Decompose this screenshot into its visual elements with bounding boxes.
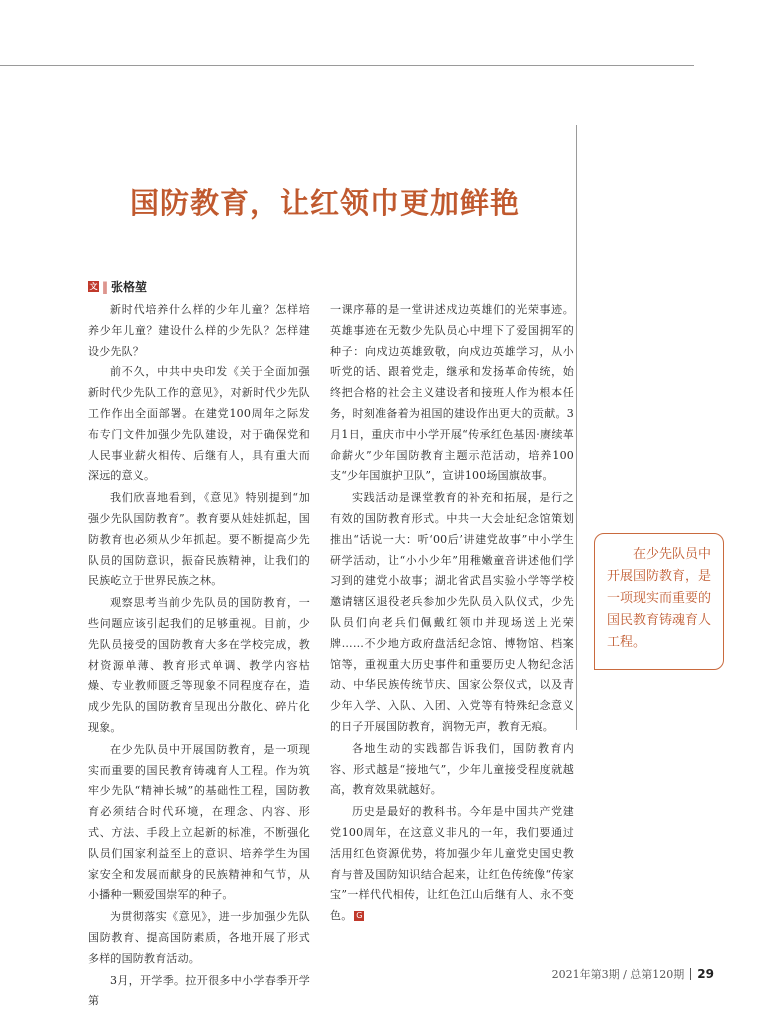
paragraph: 新时代培养什么样的少年儿童？怎样培养少年儿童？建设什么样的少先队？怎样建设少先队？ (88, 300, 310, 362)
pull-quote: 在少先队员中开展国防教育，是一项现实而重要的国民教育铸魂育人工程。 (594, 533, 724, 670)
paragraph: 在少先队员中开展国防教育，是一项现实而重要的国民教育铸魂育人工程。作为筑牢少先队“精神长城”的基础性工程，国防教育必须结合时代环境，在理念、内容、形式、方法、手段上立起新的标准，不断强化队员们国家利益至上的意识、培养学生为国家安全和发展而献身的民族精神和气节，从小播种一颗爱国崇军的种子。 (88, 740, 310, 906)
page-footer (552, 966, 714, 982)
byline (88, 278, 147, 295)
footer-divider (690, 968, 691, 980)
right-column (330, 300, 574, 927)
paragraph: 前不久，中共中央印发《关于全面加强新时代少先队工作的意见》，对新时代少先队工作作出全面部署。在建党100周年之际发布专门文件加强少先队建设，对于确保党和人民事业薪火相传、后继有人，具有重大而深远的意义。 (88, 362, 310, 487)
author-mark-icon: 文 (88, 281, 99, 292)
article-title: 国防教育，让红领巾更加鲜艳 (0, 181, 650, 222)
page-number: 29 (697, 967, 714, 981)
paragraph: 3月，开学季。拉开很多中小学春季开学第 (88, 971, 310, 1012)
paragraph-text: 历史是最好的教科书。今年是中国共产党建党100周年，在这意义非凡的一年，我们要通过活用红色资源优势，将加强少年儿童党史国史教育与普及国防知识结合起来，让红色传统像“传家宝”一样代代相传，让红色江山后继有人、永不变色。 (330, 805, 574, 922)
paragraph: 我们欣喜地看到，《意见》特别提到“加强少先队国防教育”。教育要从娃娃抓起，国防教育也必须从少年抓起。要不断提高少先队员的国防意识，振奋民族精神，让我们的民族屹立于世界民族之林。 (88, 488, 310, 592)
paragraph: 观察思考当前少先队员的国防教育，一些问题应该引起我们的足够重视。目前，少先队员接受的国防教育大多在学校完成，教材资源单薄、教育形式单调、教学内容枯燥、专业教师匮乏等现象不同程度存在，造成少先队的国防教育呈现出分散化、碎片化现象。 (88, 593, 310, 739)
author-name: 张格堃 (111, 278, 147, 295)
left-column (88, 300, 310, 1012)
final-paragraph (330, 802, 574, 927)
paragraph: 为贯彻落实《意见》，进一步加强少先队国防教育、提高国防素质，各地开展了形式多样的国防教育活动。 (88, 907, 310, 969)
paragraph: 一课序幕的是一堂讲述戍边英雄们的光荣事迹。英雄事迹在无数少先队员心中埋下了爱国拥军的种子：向戍边英雄致敬，向戍边英雄学习，从小听党的话、跟着党走，继承和发扬革命传统，始终把合格的社会主义建设者和接班人作为根本任务，时刻准备着为祖国的建设作出更大的贡献。3月1日，重庆市中小学开展“传承红色基因·赓续革命薪火”少年国防教育主题示范活动，培养100支“少年国旗护卫队”，宣讲100场国旗故事。 (330, 300, 574, 487)
paragraph: 实践活动是课堂教育的补充和拓展，是行之有效的国防教育形式。中共一大会址纪念馆策划推出“话说一大：听‘00后’讲建党故事”中小学生研学活动，让“小小少年”用稚嫩童音讲述他们学习到的建党小故事；湖北省武昌实验小学等学校邀请辖区退役老兵参加少先队员入队仪式，少先队员们向老兵们佩戴红领巾并现场送上光荣牌……不少地方政府盘活纪念馆、博物馆、档案馆等，重视重大历史事件和重要历史人物纪念活动、中华民族传统节庆、国家公祭仪式，以及青少年入学、入队、入团、入党等有特殊纪念意义的日子开展国防教育，润物无声，教育无痕。 (330, 488, 574, 738)
top-divider (0, 65, 694, 66)
issue-info: 2021年第3期 / 总第120期 (552, 966, 685, 982)
byline-separator: ‖ (102, 280, 108, 294)
paragraph: 各地生动的实践都告诉我们，国防教育内容、形式越是“接地气”，少年儿童接受程度就越高，教育效果就越好。 (330, 739, 574, 801)
end-mark-icon: G (354, 911, 364, 921)
